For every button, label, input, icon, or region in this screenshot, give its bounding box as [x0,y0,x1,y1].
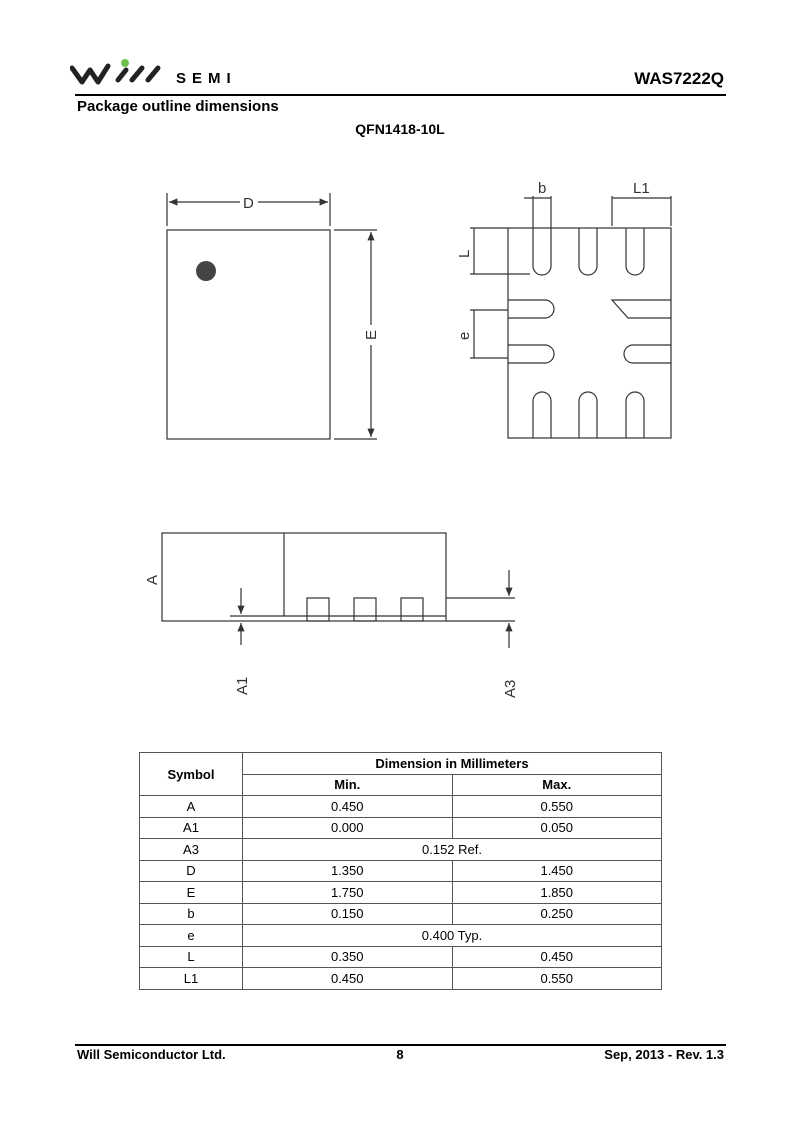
max-header: Max. [452,774,662,796]
min-header: Min. [243,774,453,796]
label-L1: L1 [633,180,650,197]
footer-company: Will Semiconductor Ltd. [77,1047,226,1062]
cell-min: 0.000 [243,817,453,839]
cell-min: 1.350 [243,860,453,882]
footer-page-number: 8 [396,1047,404,1062]
package-name: QFN1418-10L [355,121,445,137]
table-row [140,882,662,904]
cell-symbol: A1 [140,817,243,839]
section-title: Package outline dimensions [77,98,279,115]
table-row [140,839,662,861]
table-row [140,925,662,947]
cell-max: 1.850 [452,882,662,904]
cell-symbol: L1 [140,968,243,990]
cell-symbol: e [140,925,243,947]
label-e: e [456,331,473,340]
dimension-table [139,752,662,990]
pin1-marker [196,261,216,281]
cell-symbol: b [140,903,243,925]
table-row [140,946,662,968]
top-view [167,193,380,439]
cell-single: 0.400 Typ. [243,925,662,947]
cell-max: 0.250 [452,903,662,925]
cell-single: 0.152 Ref. [243,839,662,861]
cell-symbol: A [140,796,243,818]
cell-symbol: D [140,860,243,882]
label-D: D [243,195,254,212]
table-row [140,903,662,925]
part-number: WAS7222Q [634,69,724,88]
cell-min: 0.450 [243,796,453,818]
footer-rule [75,1044,726,1046]
cell-symbol: L [140,946,243,968]
cell-symbol: E [140,882,243,904]
cell-min: 1.750 [243,882,453,904]
cell-max: 0.050 [452,817,662,839]
cell-min: 0.350 [243,946,453,968]
side-view [144,533,519,698]
group-header: Dimension in Millimeters [243,753,662,775]
logo-text: SEMI [176,70,237,87]
cell-min: 0.450 [243,968,453,990]
label-A: A [144,574,161,585]
table-row [140,860,662,882]
cell-max: 0.550 [452,968,662,990]
table-row [140,968,662,990]
bottom-view [456,180,671,438]
label-b: b [538,180,547,197]
label-L: L [456,249,473,258]
cell-symbol: A3 [140,839,243,861]
table-row [140,817,662,839]
table-row [140,796,662,818]
cell-max: 0.550 [452,796,662,818]
label-E: E [363,329,380,340]
label-A3: A3 [502,679,519,698]
cell-max: 0.450 [452,946,662,968]
cell-max: 1.450 [452,860,662,882]
cell-min: 0.150 [243,903,453,925]
symbol-header: Symbol [140,753,243,796]
footer-date-revision: Sep, 2013 - Rev. 1.3 [604,1047,724,1062]
label-A1: A1 [234,676,251,695]
